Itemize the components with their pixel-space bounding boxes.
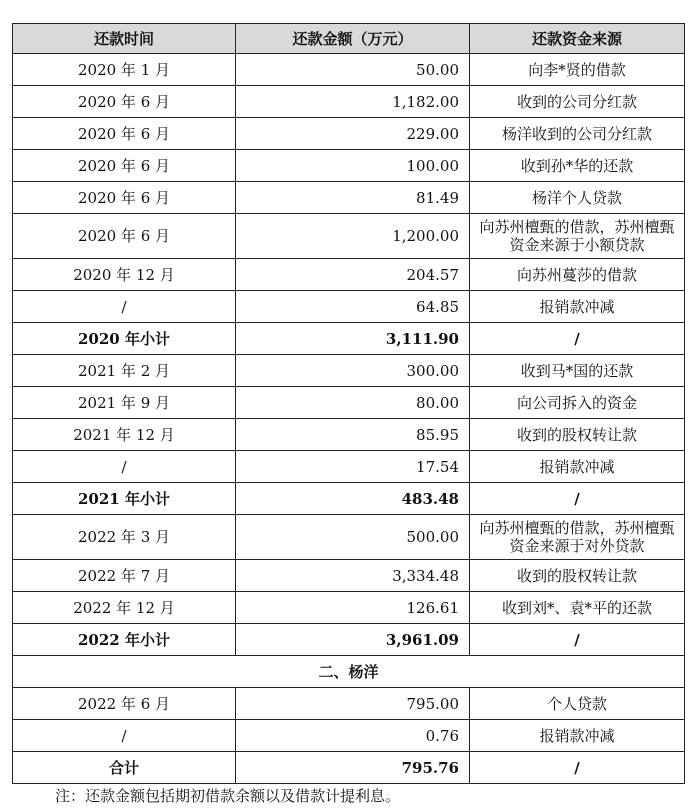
- table-row: [13, 515, 685, 560]
- cell-source: 杨洋收到的公司分红款: [470, 118, 685, 150]
- cell-amount: 3,111.90: [236, 323, 470, 355]
- cell-source: 向苏州蔓莎的借款: [470, 259, 685, 291]
- cell-date: 2022 年 3 月: [13, 515, 236, 560]
- cell-date: /: [13, 291, 236, 323]
- cell-date: 2022 年 7 月: [13, 560, 236, 592]
- repayment-table: [12, 23, 685, 784]
- cell-date: 2021 年 9 月: [13, 387, 236, 419]
- table-row: [13, 560, 685, 592]
- cell-amount: 300.00: [236, 355, 470, 387]
- cell-source: [470, 214, 685, 259]
- table-row: [13, 150, 685, 182]
- cell-amount: 483.48: [236, 483, 470, 515]
- table-row: [13, 387, 685, 419]
- table-row: [13, 118, 685, 150]
- cell-amount: 64.85: [236, 291, 470, 323]
- cell-date: 2020 年小计: [13, 323, 236, 355]
- cell-amount: 17.54: [236, 451, 470, 483]
- cell-source: 收到的公司分红款: [470, 86, 685, 118]
- table-row: [13, 355, 685, 387]
- cell-date: 2020 年 6 月: [13, 214, 236, 259]
- cell-source: /: [470, 483, 685, 515]
- table-row: [13, 720, 685, 752]
- table-row: [13, 259, 685, 291]
- cell-amount: 795.76: [236, 752, 470, 784]
- cell-source: 向公司拆入的资金: [470, 387, 685, 419]
- section-row: [13, 656, 685, 688]
- table-header-row: [13, 24, 685, 54]
- cell-source: 收到孙*华的还款: [470, 150, 685, 182]
- cell-date: 合计: [13, 752, 236, 784]
- cell-amount: 3,961.09: [236, 624, 470, 656]
- cell-date: 2020 年 6 月: [13, 150, 236, 182]
- cell-amount: 100.00: [236, 150, 470, 182]
- cell-source: /: [470, 624, 685, 656]
- cell-source: /: [470, 752, 685, 784]
- cell-date: /: [13, 451, 236, 483]
- cell-date: 2020 年 6 月: [13, 118, 236, 150]
- subtotal-row: [13, 483, 685, 515]
- total-row: [13, 752, 685, 784]
- cell-amount: 50.00: [236, 54, 470, 86]
- cell-date: 2020 年 12 月: [13, 259, 236, 291]
- cell-amount: 3,334.48: [236, 560, 470, 592]
- cell-date: 2022 年 6 月: [13, 688, 236, 720]
- cell-amount: 85.95: [236, 419, 470, 451]
- cell-date: 2022 年 12 月: [13, 592, 236, 624]
- cell-amount: 204.57: [236, 259, 470, 291]
- cell-amount: 1,182.00: [236, 86, 470, 118]
- table-row: [13, 54, 685, 86]
- cell-source: 收到马*国的还款: [470, 355, 685, 387]
- cell-source: 报销款冲减: [470, 720, 685, 752]
- table-row: [13, 214, 685, 259]
- table-row: [13, 688, 685, 720]
- cell-source: 向李*贤的借款: [470, 54, 685, 86]
- cell-source: /: [470, 323, 685, 355]
- cell-source: 报销款冲减: [470, 291, 685, 323]
- cell-source: [470, 515, 685, 560]
- table-row: [13, 182, 685, 214]
- table-row: [13, 592, 685, 624]
- header-repayment-time: 还款时间: [13, 24, 236, 54]
- cell-source-line: 资金来源于小额贷款: [509, 236, 645, 254]
- cell-source: 收到的股权转让款: [470, 419, 685, 451]
- repayment-table-container: [12, 23, 684, 784]
- cell-amount: 81.49: [236, 182, 470, 214]
- cell-source: 个人贷款: [470, 688, 685, 720]
- table-row: [13, 451, 685, 483]
- cell-amount: 795.00: [236, 688, 470, 720]
- cell-amount: 500.00: [236, 515, 470, 560]
- cell-date: /: [13, 720, 236, 752]
- cell-date: 2021 年 12 月: [13, 419, 236, 451]
- cell-date: 2021 年小计: [13, 483, 236, 515]
- cell-source: 收到刘*、袁*平的还款: [470, 592, 685, 624]
- cell-source: 收到的股权转让款: [470, 560, 685, 592]
- cell-source-line: 向苏州檀甄的借款，苏州檀甄: [479, 519, 675, 537]
- cell-source-line: 资金来源于对外贷款: [509, 537, 645, 555]
- cell-source-line: 向苏州檀甄的借款，苏州檀甄: [479, 218, 675, 236]
- cell-source: 杨洋个人贷款: [470, 182, 685, 214]
- header-fund-source: 还款资金来源: [470, 24, 685, 54]
- cell-date: 2020 年 1 月: [13, 54, 236, 86]
- cell-amount: 0.76: [236, 720, 470, 752]
- cell-amount: 126.61: [236, 592, 470, 624]
- table-row: [13, 291, 685, 323]
- table-row: [13, 86, 685, 118]
- cell-date: 2020 年 6 月: [13, 182, 236, 214]
- subtotal-row: [13, 624, 685, 656]
- subtotal-row: [13, 323, 685, 355]
- header-repayment-amount: 还款金额（万元）: [236, 24, 470, 54]
- table-row: [13, 419, 685, 451]
- cell-date: 2021 年 2 月: [13, 355, 236, 387]
- cell-amount: 1,200.00: [236, 214, 470, 259]
- cell-amount: 80.00: [236, 387, 470, 419]
- cell-amount: 229.00: [236, 118, 470, 150]
- cell-source: 报销款冲减: [470, 451, 685, 483]
- cell-date: 2022 年小计: [13, 624, 236, 656]
- cell-date: 2020 年 6 月: [13, 86, 236, 118]
- footnote: 注：还款金额包括期初借款余额以及借款计提利息。: [55, 787, 401, 805]
- section-title: 二、杨洋: [13, 656, 685, 688]
